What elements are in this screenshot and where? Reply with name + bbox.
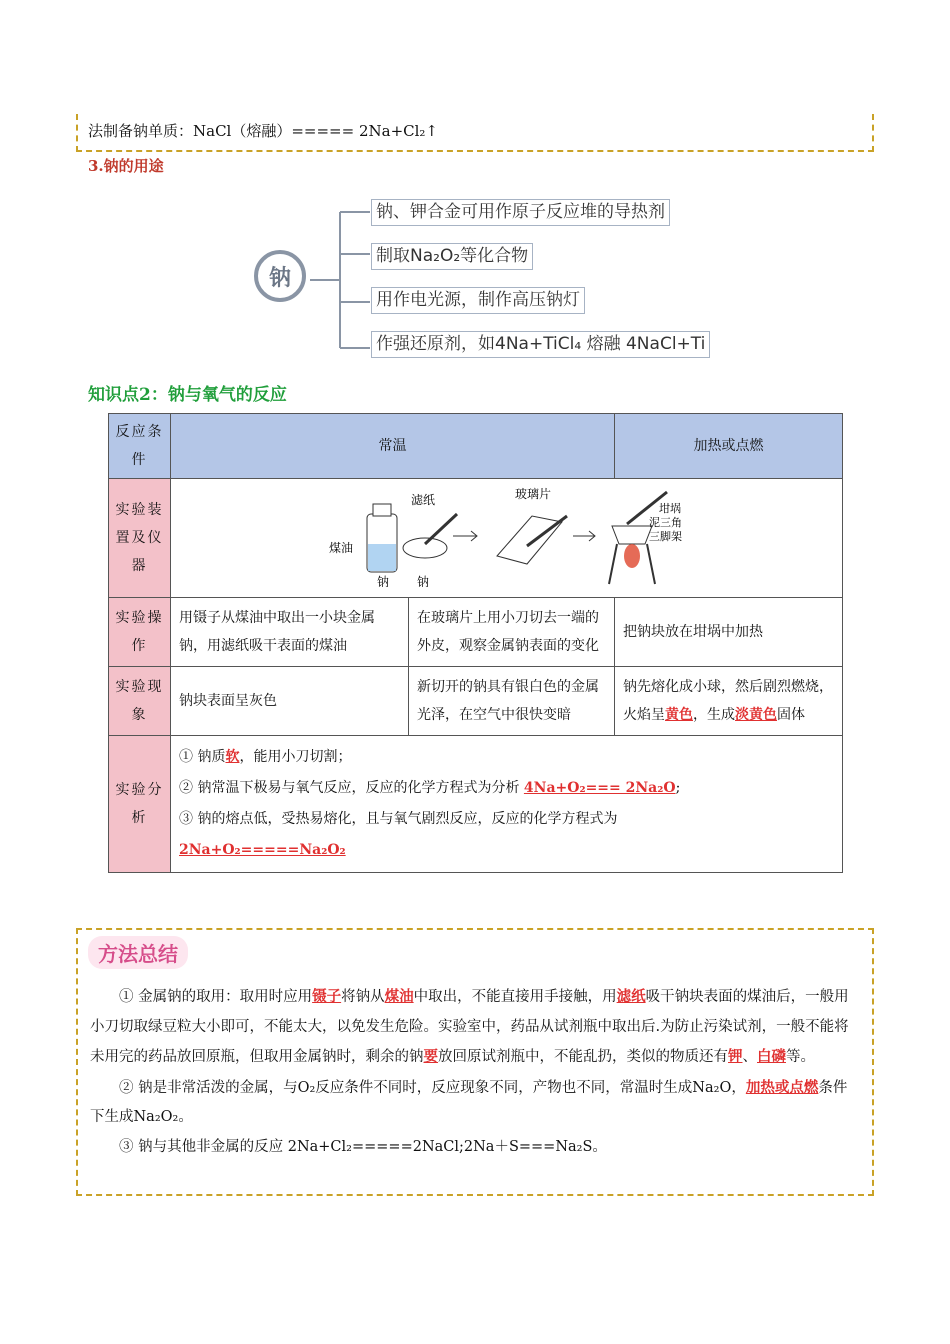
method-summary-body [90,982,860,1162]
top-reaction-box [76,114,874,152]
highlight-yellow-flame: 黄色 [665,707,693,723]
method-paragraph-1 [90,982,860,1073]
method-summary-box [76,928,874,1196]
label-sodium-1: 钠 [376,575,389,589]
highlight-term: 滤纸 [616,988,646,1005]
label-glass: 玻璃片 [514,487,551,501]
text-segment: ① 金属钠的取用：取用时应用 [119,989,313,1005]
text-segment: ③ 钠与其他非金属的反应 2Na+Cl₂=====2NaCl;2Na＋S===Na₂S。 [119,1138,607,1155]
highlight-term: 煤油 [384,988,414,1005]
highlight-term: 加热或点燃 [745,1078,819,1096]
text-segment: 等。 [786,1049,815,1065]
row-label-phenomenon: 实验现象 [109,667,171,736]
mindmap-center: 钠 [254,250,306,302]
table-row [109,667,843,736]
header-heat: 加热或点燃 [615,414,843,479]
phenomenon-normal-2: 新切开的钠具有银白色的金属光泽，在空气中很快变暗 [409,667,615,736]
mindmap-item: 钠、钾合金可用作原子反应堆的导热剂 [371,199,670,226]
label-triangle: 泥三角 [648,516,682,529]
arrow-2 [573,531,595,541]
row-label-operation: 实验操作 [109,598,171,667]
header-normal: 常温 [171,414,615,479]
phenomenon-heat: 钠先熔化成小球，然后剧烈燃烧，火焰呈黄色，生成淡黄色固体 [615,667,843,736]
highlight-term: 要 [423,1048,438,1065]
row-label-analysis: 实验分析 [109,736,171,873]
table-header-row [109,414,843,479]
phenomenon-normal-1: 钠块表面呈灰色 [171,667,409,736]
analysis-line-2: ② 钠常温下极易与氧气反应，反应的化学方程式为分析 4Na+O₂=== 2Na₂O; [179,780,681,796]
header-condition: 反应条件 [109,414,171,479]
highlight-term: 白磷 [757,1048,786,1065]
text-segment: ② 钠是非常活泼的金属，与O₂反应条件不同时，反应现象不同，产物也不同，常温时生成Na₂O， [119,1079,746,1096]
label-kerosene: 煤油 [328,541,353,555]
row-label-apparatus: 实验装置及仪器 [109,479,171,598]
section-3-title: 3.钠的用途 [88,157,164,175]
method-summary-title: 方法总结 [88,936,188,969]
top-reaction-text: 法制备钠单质：NaCl（熔融）===== 2Na+Cl₂↑ [88,122,438,140]
table-row [109,598,843,667]
text-segment: 、 [742,1049,757,1065]
label-filter: 滤纸 [410,493,435,507]
text-segment: 放回原试剂瓶中，不能乱扔，类似的物质还有 [438,1049,728,1065]
arrow-1 [453,531,477,541]
apparatus-figure-cell [171,479,843,598]
analysis-line-4: 2Na+O₂=====Na₂O₂ [179,842,346,858]
analysis-line-1: ① 钠质软，能用小刀切割； [179,749,352,765]
mindmap-item: 制取Na₂O₂等化合物 [371,243,533,270]
apparatus-figure [327,486,687,590]
label-crucible: 坩埚 [658,502,681,515]
operation-normal-1: 用镊子从煤油中取出一小块金属钠，用滤纸吸干表面的煤油 [171,598,409,667]
sodium-uses-mindmap [240,188,740,368]
operation-heat: 把钠块放在坩埚中加热 [615,598,843,667]
analysis-line-3: ③ 钠的熔点低，受热易熔化，且与氧气剧烈反应，反应的化学方程式为 [179,811,618,827]
operation-normal-2: 在玻璃片上用小刀切去一端的外皮，观察金属钠表面的变化 [409,598,615,667]
label-tripod: 三脚架 [648,530,682,543]
mindmap-item: 用作电光源，制作高压钠灯 [371,287,585,314]
text-segment: 条件下生成Na₂O₂。 [90,1079,848,1125]
knowledge-point-2-title: 知识点2：钠与氧气的反应 [88,385,287,405]
analysis-cell [171,736,843,873]
method-paragraph-2 [90,1073,860,1133]
highlight-term: 钾 [728,1048,743,1065]
table-row [109,479,843,598]
highlight-term: 镊子 [312,988,342,1005]
method-paragraph-3 [90,1133,860,1163]
highlight-pale-yellow: 淡黄色 [735,707,777,723]
table-row [109,736,843,873]
text-segment: 吸干钠块表面的煤油后，一般用小刀切取绿豆粒大小即可，不能太大，以免发生危险。实验室中，药品从试剂瓶中取出后.为防止污染试剂，一般不能将未用完的药品放回原瓶，但取用金属钠时，剩余的钠 [90,989,849,1065]
mindmap-item: 作强还原剂，如4Na+TiCl₄ 熔融 4NaCl+Ti [371,331,710,358]
label-sodium-2: 钠 [416,575,429,589]
sodium-oxygen-table [108,413,843,873]
text-segment: 将钠从 [341,989,385,1005]
text-segment: 中取出，不能直接用手接触，用 [413,989,617,1005]
